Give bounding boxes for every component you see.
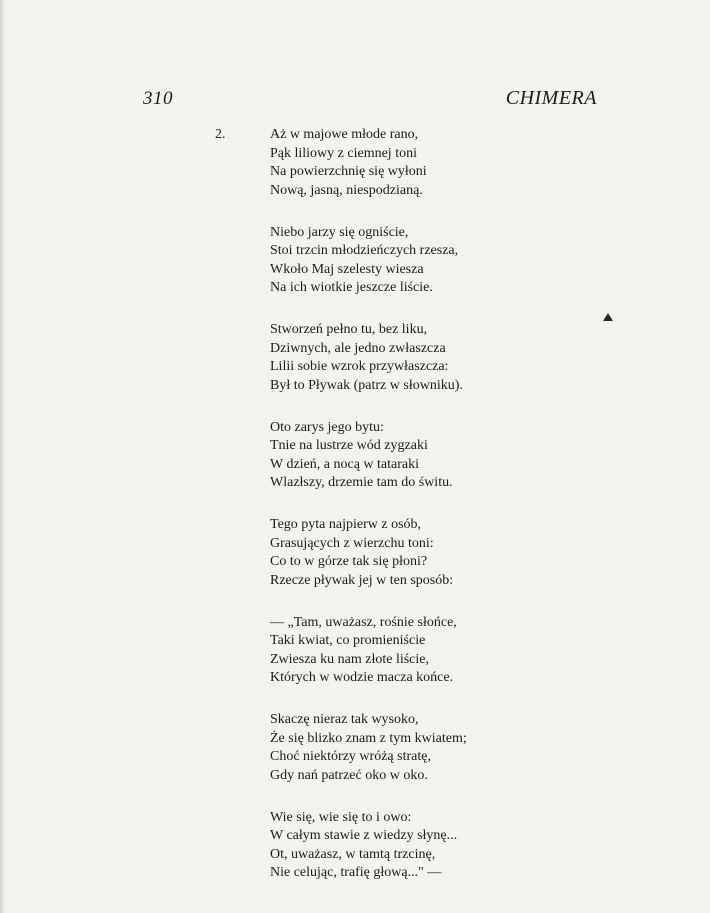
verse-line: Nie celując, trafię głową..." — — [270, 865, 442, 880]
verse-line: Na ich wiotkie jeszcze liście. — [270, 280, 433, 295]
verse-line: Grasujących z wierzchu toni: — [270, 535, 434, 551]
verse-line: Gdy nań patrzeć oko w oko. — [270, 767, 428, 783]
stanza — [270, 614, 570, 688]
verse-line: Stworzeń pełno tu, bez liku, — [270, 322, 428, 337]
verse-line: W całym stawie z wiedzy słynę... — [270, 828, 458, 843]
verse-line: Że się blizko znam z tym kwiatem; — [270, 730, 467, 746]
verse-line: Zwiesza ku nam złote liście, — [270, 651, 429, 667]
verse-line: Pąk liliowy z ciemnej toni — [270, 145, 417, 161]
verse-line: Tego pyta najpierw z osób, — [270, 517, 422, 532]
verse-line: Wlazłszy, drzemie tam do świtu. — [270, 475, 453, 490]
verse-line: Stoi trzcin młodzieńczych rzesza, — [270, 243, 459, 258]
verse-line: Których w wodzie macza końce. — [270, 670, 454, 685]
verse-line: Wie się, wie się to i owo: — [270, 809, 412, 825]
stanza — [270, 224, 570, 298]
verse-line: Choć niektórzy wróżą stratę, — [270, 749, 431, 764]
verse-line: Był to Pływak (patrz w słowniku). — [270, 377, 463, 393]
verse-line: Aż w majowe młode rano, — [270, 127, 419, 142]
stanza — [270, 516, 570, 590]
verse-line: Nową, jasną, niespodzianą. — [270, 182, 423, 198]
stanza — [270, 126, 570, 200]
page-number: 310 — [143, 88, 173, 109]
verse-line: Tnie na lustrze wód zygzaki — [270, 438, 428, 453]
stanza — [270, 419, 570, 493]
verse-line: Niebo jarzy się ogniście, — [270, 224, 409, 240]
poem — [270, 126, 570, 906]
verse-line: Rzecze pływak jej w ten sposób: — [270, 572, 454, 588]
verse-line: Na powierzchnię się wyłoni — [270, 164, 427, 179]
verse-line: W dzień, a nocą w tataraki — [270, 456, 420, 472]
verse-line: Wkoło Maj szelesty wiesza — [270, 261, 424, 277]
page-edge-shadow — [0, 0, 6, 913]
stanza — [270, 711, 570, 785]
stanza — [270, 809, 570, 883]
verse-line: Lilii sobie wzrok przywłaszcza: — [270, 359, 449, 374]
ink-mark-triangle-icon — [603, 313, 613, 321]
verse-line: Oto zarys jego bytu: — [270, 419, 384, 435]
verse-line: Taki kwiat, co promieniście — [270, 633, 426, 648]
verse-line: Skaczę nieraz tak wysoko, — [270, 712, 419, 727]
section-number: 2. — [215, 127, 226, 142]
stanza — [270, 321, 570, 395]
verse-line: Dziwnych, ale jedno zwłaszcza — [270, 340, 446, 356]
verse-line: Co to w górze tak się płoni? — [270, 554, 428, 569]
verse-line: Ot, uważasz, w tamtą trzcinę, — [270, 846, 436, 862]
running-head: CHIMERA — [505, 87, 597, 109]
verse-line: — „Tam, uważasz, rośnie słońce, — [270, 614, 457, 630]
